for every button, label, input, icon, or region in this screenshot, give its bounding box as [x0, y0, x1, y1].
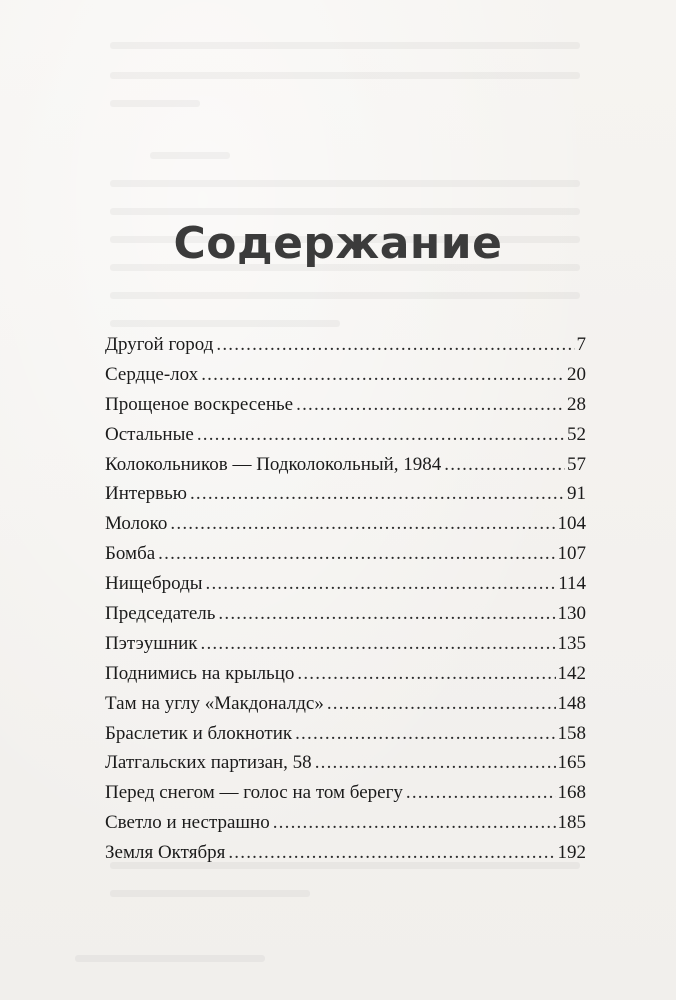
toc-entry-title: Светло и нестрашно — [105, 812, 270, 834]
toc-entry — [105, 842, 586, 872]
toc-entry-page: 52 — [567, 423, 586, 445]
toc-entry-title: Пэтэушник — [105, 632, 198, 654]
toc-entry-title: Там на углу «Макдоналдс» — [105, 692, 324, 714]
toc-entry-page: 57 — [567, 453, 586, 475]
toc-entry-title: Прощеное воскресенье — [105, 393, 294, 415]
toc-entry-title: Браслетик и блокнотик — [105, 722, 293, 744]
dot-leader — [297, 663, 555, 685]
toc-entry-title: Интервью — [105, 483, 187, 505]
dot-leader — [444, 454, 565, 476]
dot-leader — [206, 573, 557, 595]
table-of-contents — [105, 334, 586, 872]
toc-entry — [105, 334, 586, 364]
toc-entry-page: 104 — [557, 513, 586, 535]
toc-entry-title: Поднимись на крыльцо — [105, 662, 295, 684]
dot-leader — [201, 633, 556, 655]
dot-leader — [273, 812, 556, 834]
toc-entry-title: Колокольников — Подколокольный, 1984 — [105, 453, 442, 475]
toc-entry-page: 130 — [557, 603, 586, 625]
toc-entry — [105, 752, 586, 782]
toc-entry-page: 28 — [567, 393, 586, 415]
toc-entry — [105, 812, 586, 842]
toc-entry — [105, 782, 586, 812]
toc-entry-title: Молоко — [105, 513, 168, 535]
dot-leader — [218, 603, 555, 625]
toc-entry — [105, 394, 586, 424]
dot-leader — [190, 483, 565, 505]
toc-entry-page: 185 — [557, 812, 586, 834]
dot-leader — [295, 723, 555, 745]
toc-entry-page: 7 — [576, 334, 586, 355]
toc-entry-page: 158 — [557, 722, 586, 744]
dot-leader — [158, 543, 555, 565]
toc-entry — [105, 454, 586, 484]
toc-entry-page: 114 — [558, 573, 586, 595]
toc-entry-title: Сердце-лох — [105, 363, 199, 385]
toc-entry — [105, 513, 586, 543]
dot-leader — [197, 424, 565, 446]
toc-entry — [105, 693, 586, 723]
toc-entry-page: 135 — [557, 632, 586, 654]
toc-entry — [105, 633, 586, 663]
dot-leader — [296, 394, 565, 416]
toc-entry — [105, 543, 586, 573]
dot-leader — [327, 693, 556, 715]
toc-entry — [105, 483, 586, 513]
toc-entry — [105, 663, 586, 693]
toc-entry-page: 148 — [557, 692, 586, 714]
toc-entry-page: 192 — [557, 842, 586, 864]
page-title: Содержание — [173, 218, 503, 269]
toc-entry-page: 91 — [567, 483, 586, 505]
toc-entry — [105, 723, 586, 753]
toc-entry-page: 142 — [557, 662, 586, 684]
toc-entry-title: Перед снегом — голос на том берегу — [105, 782, 403, 804]
toc-entry-title: Бомба — [105, 543, 156, 565]
toc-entry — [105, 573, 586, 603]
toc-entry-title: Латгальских партизан, 58 — [105, 752, 312, 774]
toc-entry-title: Остальные — [105, 423, 194, 445]
dot-leader — [170, 513, 555, 535]
toc-entry-title: Земля Октября — [105, 842, 226, 864]
dot-leader — [406, 782, 556, 804]
toc-entry-title: Другой город — [105, 334, 214, 355]
dot-leader — [315, 752, 556, 774]
toc-entry-title: Нищеброды — [105, 573, 203, 595]
toc-entry-page: 107 — [557, 543, 586, 565]
toc-entry — [105, 424, 586, 454]
toc-entry-title: Председатель — [105, 603, 216, 625]
toc-entry-page: 168 — [557, 782, 586, 804]
toc-entry-page: 165 — [557, 752, 586, 774]
toc-entry — [105, 603, 586, 633]
dot-leader — [228, 842, 555, 864]
dot-leader — [201, 364, 565, 386]
toc-entry — [105, 364, 586, 394]
toc-entry-page: 20 — [567, 363, 586, 385]
dot-leader — [216, 334, 574, 356]
